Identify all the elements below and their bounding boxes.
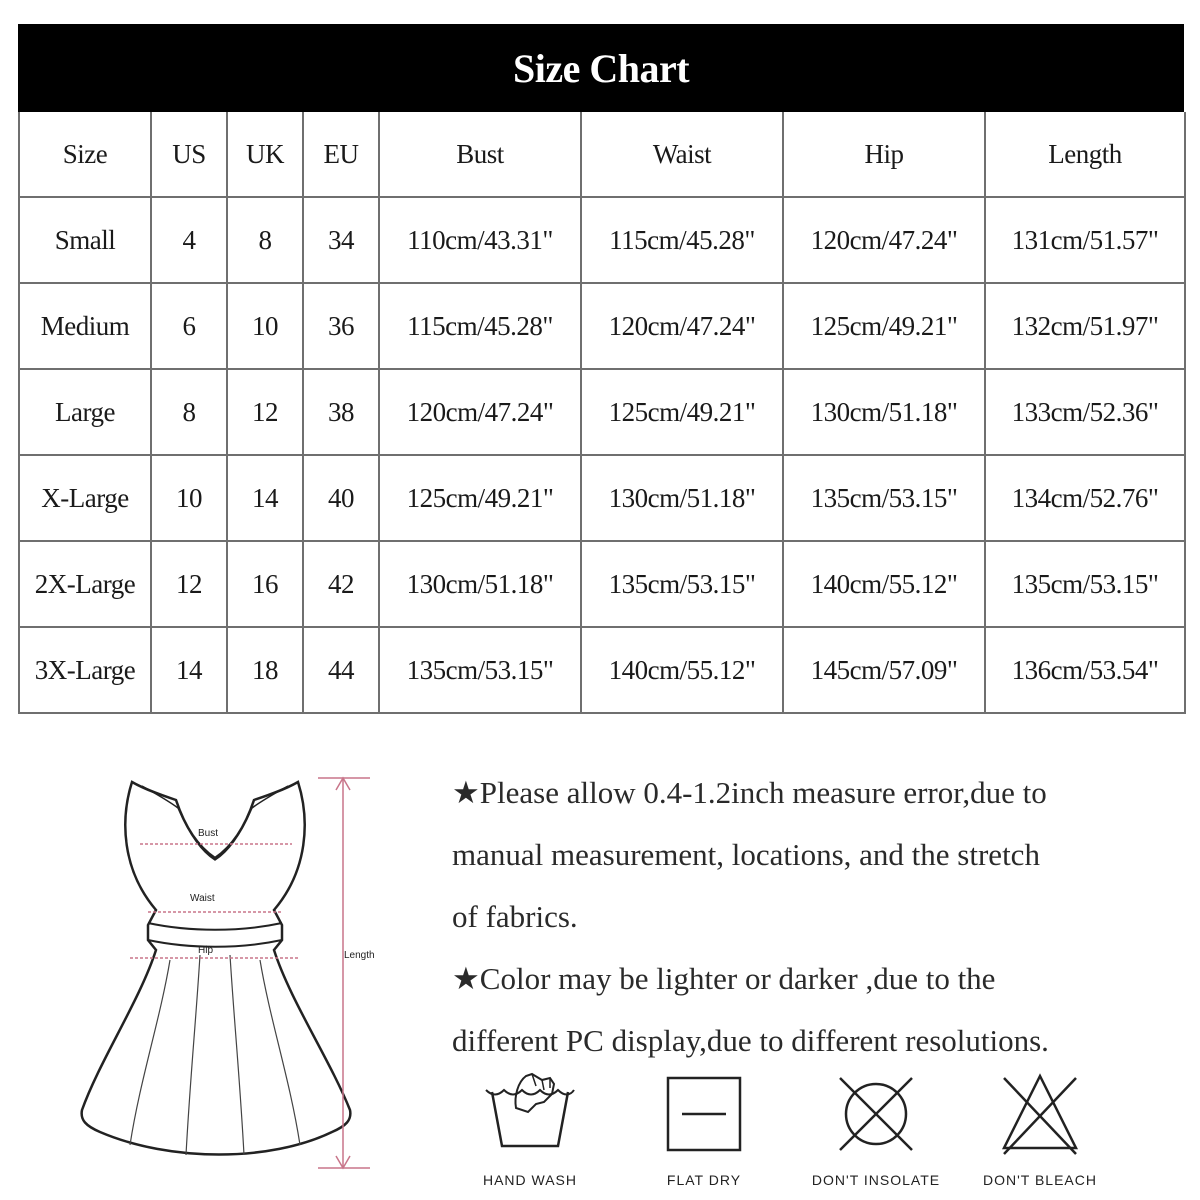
table-row	[19, 369, 1185, 455]
table-cell-eu: 38	[303, 369, 379, 455]
table-cell-eu: 34	[303, 197, 379, 283]
table-cell-waist: 130cm/51.18"	[581, 455, 783, 541]
table-cell-size: 2X-Large	[19, 541, 151, 627]
table-row	[19, 197, 1185, 283]
table-cell-eu: 44	[303, 627, 379, 713]
column-header-bust: Bust	[379, 112, 581, 197]
table-cell-size: Medium	[19, 283, 151, 369]
table-cell-uk: 12	[227, 369, 303, 455]
table-cell-us: 10	[151, 455, 227, 541]
measurement-notes	[452, 762, 1182, 1072]
note-line-5: different PC display,due to different resolutions.	[452, 1023, 1049, 1058]
table-cell-waist: 115cm/45.28"	[581, 197, 783, 283]
table-cell-bust: 120cm/47.24"	[379, 369, 581, 455]
table-cell-us: 4	[151, 197, 227, 283]
dress-diagram	[60, 760, 420, 1180]
care-hand-wash	[460, 1068, 600, 1188]
table-cell-waist: 140cm/55.12"	[581, 627, 783, 713]
hand-wash-label: HAND WASH	[482, 1172, 578, 1188]
table-cell-eu: 36	[303, 283, 379, 369]
table-cell-size: Small	[19, 197, 151, 283]
care-dont-insolate	[806, 1068, 946, 1188]
table-header-row	[19, 112, 1185, 197]
table-cell-bust: 125cm/49.21"	[379, 455, 581, 541]
care-instructions	[460, 1068, 1160, 1200]
table-cell-us: 14	[151, 627, 227, 713]
bust-label: Bust	[198, 828, 219, 839]
dont-bleach-label: DON'T BLEACH	[983, 1172, 1097, 1188]
size-chart	[18, 24, 1184, 714]
dont-bleach-icon	[990, 1068, 1090, 1158]
table-cell-us: 8	[151, 369, 227, 455]
note-line-3: of fabrics.	[452, 899, 578, 934]
note-line-2: manual measurement, locations, and the stretch	[452, 837, 1040, 872]
flat-dry-label: FLAT DRY	[666, 1172, 742, 1188]
table-cell-length: 132cm/51.97"	[985, 283, 1185, 369]
table-cell-waist: 125cm/49.21"	[581, 369, 783, 455]
size-chart-title: Size Chart	[18, 24, 1184, 112]
table-cell-hip: 135cm/53.15"	[783, 455, 985, 541]
column-header-uk: UK	[227, 112, 303, 197]
table-row	[19, 283, 1185, 369]
table-cell-length: 131cm/51.57"	[985, 197, 1185, 283]
care-dont-bleach	[970, 1068, 1110, 1188]
table-row	[19, 541, 1185, 627]
column-header-size: Size	[19, 112, 151, 197]
table-cell-length: 136cm/53.54"	[985, 627, 1185, 713]
length-label: Length	[344, 950, 375, 961]
table-cell-bust: 110cm/43.31"	[379, 197, 581, 283]
note-line-1: ★Please allow 0.4-1.2inch measure error,due to	[452, 775, 1047, 810]
table-cell-bust: 135cm/53.15"	[379, 627, 581, 713]
column-header-us: US	[151, 112, 227, 197]
table-cell-size: X-Large	[19, 455, 151, 541]
dont-insolate-label: DON'T INSOLATE	[811, 1172, 941, 1188]
table-cell-hip: 125cm/49.21"	[783, 283, 985, 369]
dress-outline-icon	[60, 760, 420, 1180]
table-cell-us: 12	[151, 541, 227, 627]
table-cell-length: 134cm/52.76"	[985, 455, 1185, 541]
table-cell-uk: 14	[227, 455, 303, 541]
table-cell-uk: 16	[227, 541, 303, 627]
hip-label: Hip	[198, 945, 214, 956]
flat-dry-icon	[654, 1068, 754, 1158]
table-cell-hip: 120cm/47.24"	[783, 197, 985, 283]
table-cell-size: Large	[19, 369, 151, 455]
table-cell-eu: 40	[303, 455, 379, 541]
table-row	[19, 627, 1185, 713]
table-row	[19, 455, 1185, 541]
column-header-eu: EU	[303, 112, 379, 197]
column-header-waist: Waist	[581, 112, 783, 197]
table-cell-hip: 140cm/55.12"	[783, 541, 985, 627]
table-cell-length: 135cm/53.15"	[985, 541, 1185, 627]
waist-label: Waist	[190, 893, 215, 904]
table-cell-hip: 130cm/51.18"	[783, 369, 985, 455]
table-cell-bust: 130cm/51.18"	[379, 541, 581, 627]
table-cell-length: 133cm/52.36"	[985, 369, 1185, 455]
table-cell-uk: 18	[227, 627, 303, 713]
table-cell-eu: 42	[303, 541, 379, 627]
table-cell-uk: 8	[227, 197, 303, 283]
table-cell-waist: 135cm/53.15"	[581, 541, 783, 627]
dont-insolate-icon	[826, 1068, 926, 1158]
note-line-4: ★Color may be lighter or darker ,due to the	[452, 961, 996, 996]
care-flat-dry	[634, 1068, 774, 1188]
size-table	[18, 112, 1186, 714]
table-cell-waist: 120cm/47.24"	[581, 283, 783, 369]
column-header-length: Length	[985, 112, 1185, 197]
table-cell-bust: 115cm/45.28"	[379, 283, 581, 369]
table-cell-hip: 145cm/57.09"	[783, 627, 985, 713]
hand-wash-icon	[480, 1068, 580, 1158]
column-header-hip: Hip	[783, 112, 985, 197]
table-cell-us: 6	[151, 283, 227, 369]
table-cell-size: 3X-Large	[19, 627, 151, 713]
table-cell-uk: 10	[227, 283, 303, 369]
